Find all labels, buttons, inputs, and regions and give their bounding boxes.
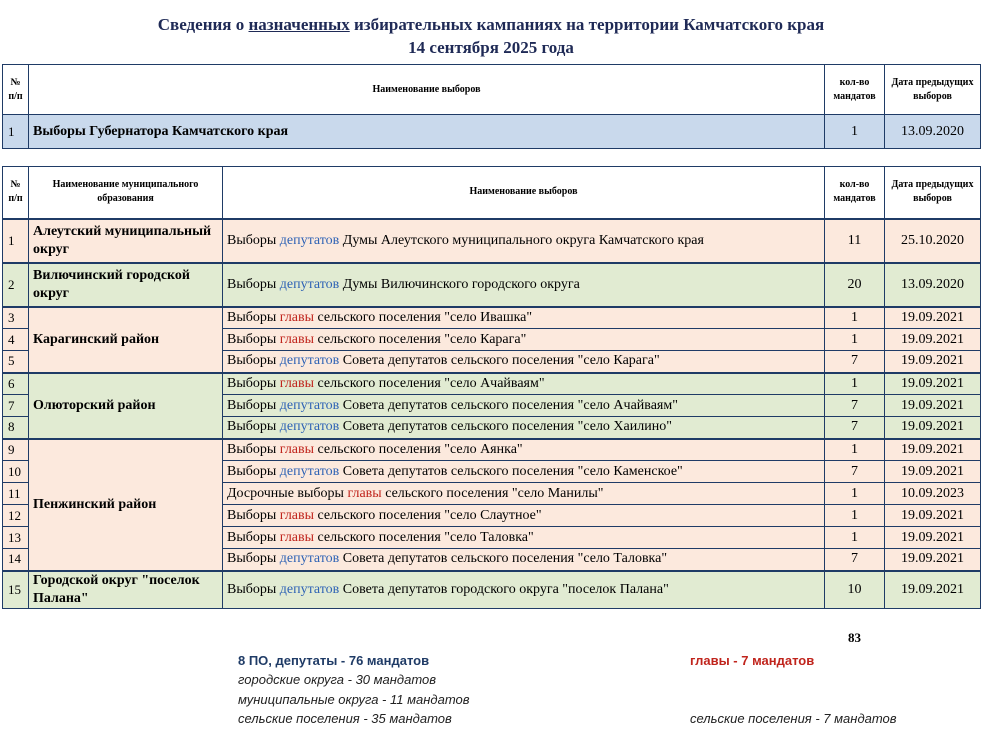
mandates-count: 7 bbox=[825, 351, 885, 373]
page-title: Сведения о назначенных избирательных кампаниях на территории Камчатского края bbox=[157, 15, 825, 34]
election-name-suffix: сельского поселения "село Манилы" bbox=[381, 485, 604, 501]
row-num: 7 bbox=[3, 395, 29, 417]
previous-date: 19.09.2021 bbox=[885, 439, 981, 461]
row-num: 3 bbox=[3, 307, 29, 329]
table-row bbox=[3, 571, 981, 609]
election-name bbox=[223, 483, 825, 505]
summary-heads-total: главы - 7 мандатов bbox=[690, 653, 815, 668]
previous-date: 25.10.2020 bbox=[885, 219, 981, 263]
election-name-prefix: Выборы bbox=[227, 232, 280, 248]
mandates-count: 1 bbox=[825, 373, 885, 395]
previous-date: 19.09.2021 bbox=[885, 329, 981, 351]
election-name-prefix: Выборы bbox=[227, 331, 280, 347]
keyword-deputies: депутатов bbox=[279, 397, 340, 413]
row-num: 6 bbox=[3, 373, 29, 395]
previous-date: 19.09.2021 bbox=[885, 307, 981, 329]
keyword-heads: главы bbox=[279, 441, 315, 457]
election-name bbox=[223, 351, 825, 373]
table-row bbox=[3, 373, 981, 395]
election-name-suffix: сельского поселения "село Таловка" bbox=[314, 529, 534, 545]
keyword-deputies: депутатов bbox=[279, 463, 340, 479]
row-num: 10 bbox=[3, 461, 29, 483]
election-name-suffix: сельского поселения "село Ачайваям" bbox=[314, 375, 545, 391]
election-name-suffix: Совета депутатов городского округа "поселок Палана" bbox=[339, 581, 669, 597]
mandates-count: 1 bbox=[825, 329, 885, 351]
row-num: 11 bbox=[3, 483, 29, 505]
summary-rural-heads: сельские поселения - 7 мандатов bbox=[690, 711, 897, 726]
municipality-name: Карагинский район bbox=[29, 307, 223, 373]
election-name-prefix: Выборы bbox=[227, 463, 280, 479]
table-row bbox=[3, 439, 981, 461]
table-row bbox=[3, 115, 981, 149]
previous-date: 19.09.2021 bbox=[885, 417, 981, 439]
election-name-suffix: Совета депутатов сельского поселения "село Карага" bbox=[339, 353, 660, 369]
election-name bbox=[223, 263, 825, 307]
municipality-name: Вилючинский городской округ bbox=[29, 263, 223, 307]
election-name bbox=[223, 461, 825, 483]
keyword-deputies: депутатов bbox=[279, 551, 340, 567]
keyword-deputies: депутатов bbox=[279, 353, 340, 369]
election-name bbox=[223, 527, 825, 549]
mandates-count: 7 bbox=[825, 549, 885, 571]
election-name bbox=[223, 373, 825, 395]
total-mandates: 83 bbox=[848, 630, 861, 645]
keyword-deputies: депутатов bbox=[279, 581, 340, 597]
header-num: № п/п bbox=[3, 167, 29, 219]
election-name-prefix: Досрочные выборы bbox=[227, 485, 348, 501]
keyword-heads: главы bbox=[279, 375, 315, 391]
keyword-heads: главы bbox=[279, 331, 315, 347]
row-num: 14 bbox=[3, 549, 29, 571]
election-name bbox=[223, 505, 825, 527]
keyword-heads: главы bbox=[279, 309, 315, 325]
row-num: 4 bbox=[3, 329, 29, 351]
mandates-count: 1 bbox=[825, 505, 885, 527]
mandates-count: 1 bbox=[825, 527, 885, 549]
election-name-prefix: Выборы bbox=[227, 276, 280, 292]
mandates-count: 1 bbox=[825, 483, 885, 505]
mandates-count: 1 bbox=[825, 115, 885, 149]
election-name bbox=[223, 219, 825, 263]
previous-date: 19.09.2021 bbox=[885, 395, 981, 417]
election-name-prefix: Выборы bbox=[227, 397, 280, 413]
table-row bbox=[3, 263, 981, 307]
election-name-suffix: сельского поселения "село Карага" bbox=[314, 331, 527, 347]
row-num: 2 bbox=[3, 263, 29, 307]
previous-date: 19.09.2021 bbox=[885, 527, 981, 549]
election-name bbox=[223, 571, 825, 609]
election-name-suffix: Совета депутатов сельского поселения "село Хаилино" bbox=[339, 419, 672, 435]
election-name-prefix: Выборы bbox=[227, 375, 280, 391]
previous-date: 19.09.2021 bbox=[885, 461, 981, 483]
mandates-count: 7 bbox=[825, 417, 885, 439]
election-name-suffix: сельского поселения "село Слаутное" bbox=[314, 507, 542, 523]
election-name-prefix: Выборы bbox=[227, 551, 280, 567]
previous-date: 10.09.2023 bbox=[885, 483, 981, 505]
table-header-row bbox=[3, 65, 981, 115]
table-header-row bbox=[3, 167, 981, 219]
row-num: 1 bbox=[3, 219, 29, 263]
election-name: Выборы Губернатора Камчатского края bbox=[29, 115, 825, 149]
keyword-deputies: депутатов bbox=[279, 276, 340, 292]
mandates-count: 7 bbox=[825, 461, 885, 483]
keyword-deputies: депутатов bbox=[279, 419, 340, 435]
election-name-prefix: Выборы bbox=[227, 529, 280, 545]
summary-rural-deputies: сельские поселения - 35 мандатов bbox=[238, 711, 452, 726]
election-name-suffix: Думы Алеутского муниципального округа Камчатского края bbox=[339, 232, 704, 248]
election-name-suffix: Думы Вилючинского городского округа bbox=[339, 276, 580, 292]
mandates-count: 20 bbox=[825, 263, 885, 307]
summary-deputies-total: 8 ПО, депутаты - 76 мандатов bbox=[238, 653, 430, 668]
row-num: 9 bbox=[3, 439, 29, 461]
previous-date: 19.09.2021 bbox=[885, 571, 981, 609]
governor-elections-table bbox=[2, 64, 981, 149]
header-election-name: Наименование выборов bbox=[29, 65, 825, 115]
mandates-count: 11 bbox=[825, 219, 885, 263]
mandates-count: 1 bbox=[825, 439, 885, 461]
row-num: 15 bbox=[3, 571, 29, 609]
election-name-prefix: Выборы bbox=[227, 441, 280, 457]
election-name bbox=[223, 307, 825, 329]
keyword-heads: главы bbox=[279, 507, 315, 523]
mandates-count: 1 bbox=[825, 307, 885, 329]
municipality-name: Алеутский муниципальный округ bbox=[29, 219, 223, 263]
municipality-name: Городской округ "поселок Палана" bbox=[29, 571, 223, 609]
row-num: 5 bbox=[3, 351, 29, 373]
election-name-prefix: Выборы bbox=[227, 507, 280, 523]
previous-date: 19.09.2021 bbox=[885, 549, 981, 571]
row-num: 1 bbox=[3, 115, 29, 149]
table-row bbox=[3, 307, 981, 329]
election-name bbox=[223, 417, 825, 439]
header-mandates: кол-во мандатов bbox=[825, 65, 885, 115]
header-previous-date: Дата предыдущих выборов bbox=[885, 167, 981, 219]
election-name bbox=[223, 439, 825, 461]
election-name-suffix: Совета депутатов сельского поселения "село Ачайваям" bbox=[339, 397, 678, 413]
table-row bbox=[3, 219, 981, 263]
header-mandates: кол-во мандатов bbox=[825, 167, 885, 219]
municipal-elections-table bbox=[2, 166, 981, 609]
election-name bbox=[223, 329, 825, 351]
row-num: 13 bbox=[3, 527, 29, 549]
header-previous-date: Дата предыдущих выборов bbox=[885, 65, 981, 115]
keyword-heads: главы bbox=[347, 485, 382, 501]
row-num: 8 bbox=[3, 417, 29, 439]
previous-date: 13.09.2020 bbox=[885, 115, 981, 149]
previous-date: 19.09.2021 bbox=[885, 505, 981, 527]
election-name-suffix: Совета депутатов сельского поселения "село Каменское" bbox=[339, 463, 683, 479]
election-name-prefix: Выборы bbox=[227, 353, 280, 369]
election-name-prefix: Выборы bbox=[227, 309, 280, 325]
mandates-count: 10 bbox=[825, 571, 885, 609]
previous-date: 19.09.2021 bbox=[885, 373, 981, 395]
row-num: 12 bbox=[3, 505, 29, 527]
summary-urban: городские округа - 30 мандатов bbox=[238, 672, 437, 687]
keyword-heads: главы bbox=[279, 529, 315, 545]
header-municipality: Наименование муниципального образования bbox=[29, 167, 223, 219]
election-name-suffix: Совета депутатов сельского поселения "село Таловка" bbox=[339, 551, 668, 567]
election-name bbox=[223, 549, 825, 571]
election-name bbox=[223, 395, 825, 417]
previous-date: 19.09.2021 bbox=[885, 351, 981, 373]
header-num: № п/п bbox=[3, 65, 29, 115]
election-name-prefix: Выборы bbox=[227, 419, 280, 435]
election-name-suffix: сельского поселения "село Ивашка" bbox=[314, 309, 533, 325]
header-election-name: Наименование выборов bbox=[223, 167, 825, 219]
keyword-deputies: депутатов bbox=[279, 232, 340, 248]
municipality-name: Пенжинский район bbox=[29, 439, 223, 571]
election-name-prefix: Выборы bbox=[227, 581, 280, 597]
municipality-name: Олюторский район bbox=[29, 373, 223, 439]
page-subtitle-date: 14 сентября 2025 года bbox=[408, 38, 574, 57]
election-name-suffix: сельского поселения "село Аянка" bbox=[314, 441, 523, 457]
previous-date: 13.09.2020 bbox=[885, 263, 981, 307]
mandates-count: 7 bbox=[825, 395, 885, 417]
summary-municipal: муниципальные округа - 11 мандатов bbox=[238, 692, 470, 707]
